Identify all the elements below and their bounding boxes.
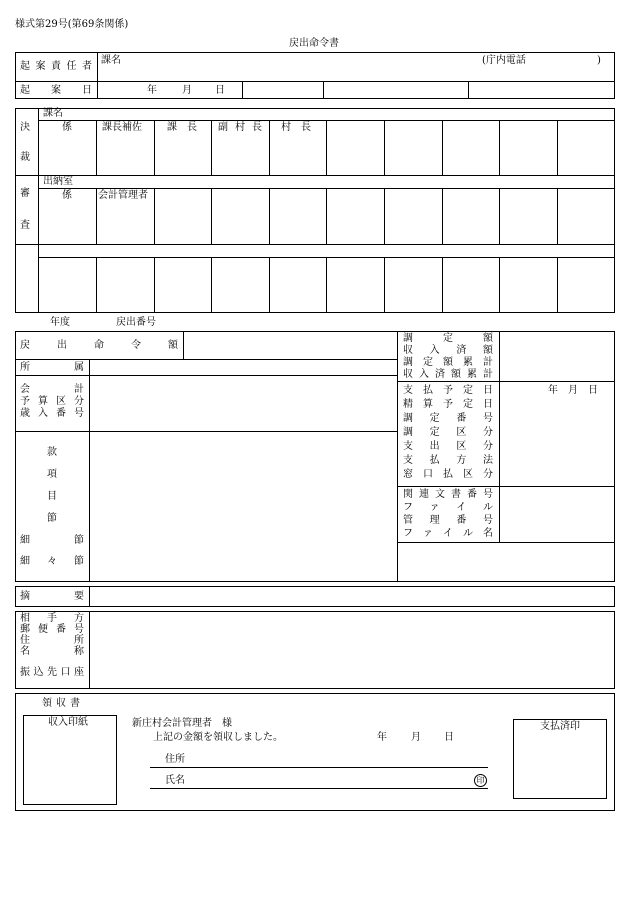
seal-icon: 印 [474,774,487,787]
expense-division-label: 支出区分 [403,441,493,452]
bank-account-label: 振込先口座 [20,667,84,678]
audit-side-top: 審 [20,188,30,199]
audit-side-bottom: 査 [20,220,30,231]
received-total-label: 収入済額累計 [403,369,493,380]
received-amount-label: 収入済額 [403,345,493,356]
draft-date-label: 起案日 [20,85,92,96]
name-underline [150,788,488,789]
audit-role-treasurer: 会計管理者 [98,190,148,201]
file-name-label: ファイル名 [403,528,493,539]
order-number-label: 戻出番号 [116,317,156,328]
receipt-title: 領収書 [42,698,84,709]
category-saisaisetsu: 細々節 [20,556,84,567]
pay-method-label: 支払方法 [403,455,493,466]
approval-grid [15,108,615,313]
receipt-addressee: 新庄村会計管理者 様 [132,718,232,729]
section-label: 課名 [101,55,121,66]
pay-date-value: 年 月 日 [548,385,598,396]
summary-label: 摘要 [20,591,84,602]
name-label: 名称 [20,646,84,657]
category-setsu: 節 [47,513,57,524]
responsible-label: 起案責任者 [20,61,92,72]
receipt-year: 年 [377,732,387,743]
pay-date-label: 支払予定日 [403,385,493,396]
order-table [15,331,615,582]
role-staff: 係 [62,122,72,133]
audit-role-staff: 係 [62,190,72,201]
draft-month: 月 [182,85,192,96]
receipt-statement: 上記の金額を領収しました。 [153,732,283,743]
counterparty-label: 相手方 [20,613,84,624]
accounting-label: 会計 [20,384,84,395]
payee-table [15,611,615,689]
role-mayor: 村 長 [281,122,311,133]
assessed-number-label: 調定番号 [403,413,493,424]
paid-stamp-label: 支払済印 [540,721,580,732]
approval-side-top: 決 [20,122,30,133]
postal-code-label: 郵便番号 [20,624,84,635]
counter-pay-label: 窓口払区分 [403,469,493,480]
receipt-month: 月 [411,732,421,743]
role-chief: 課 長 [167,122,197,133]
assessed-amount-label: 調定額 [403,333,493,344]
summary-row [15,586,615,607]
receipt-address-label: 住所 [165,754,185,765]
address-underline [150,767,488,768]
form-number: 様式第29号(第69条関係) [15,19,129,30]
draft-year: 年 [147,85,157,96]
budget-division-label: 予算区分 [20,396,84,407]
receipt-day: 日 [444,732,454,743]
settle-date-label: 精算予定日 [403,399,493,410]
category-moku: 目 [47,491,57,502]
role-deputy-chief: 課長補佐 [102,122,142,133]
draft-day: 日 [215,85,225,96]
role-deputy-mayor: 副村長 [218,122,262,133]
audit-section-label: 出納室 [43,176,73,187]
form-title: 戻出命令書 [289,38,339,49]
revenue-number-label: 歳入番号 [20,408,84,419]
management-number-label: 管理番号 [403,515,493,526]
phone-close: ) [597,55,601,66]
fiscal-year-label: 年度 [50,317,70,328]
amount-label: 戻出命令額 [20,340,178,351]
file-label: ファイル [403,502,493,513]
related-doc-label: 関連文書番号 [403,489,493,500]
receipt-name-label: 氏名 [165,775,185,786]
department-label: 所属 [20,362,84,373]
approval-section-label: 課名 [43,108,63,119]
assessed-division-label: 調定区分 [403,427,493,438]
approval-side-bottom: 裁 [20,152,30,163]
category-kou: 項 [47,469,57,480]
category-kan: 款 [47,447,57,458]
address-label: 住所 [20,635,84,646]
category-saisetsu: 細節 [20,535,84,546]
revenue-stamp-label: 収入印紙 [48,717,88,728]
phone-label: (庁内電話 [482,55,526,66]
assessed-total-label: 調定額累計 [403,357,493,368]
